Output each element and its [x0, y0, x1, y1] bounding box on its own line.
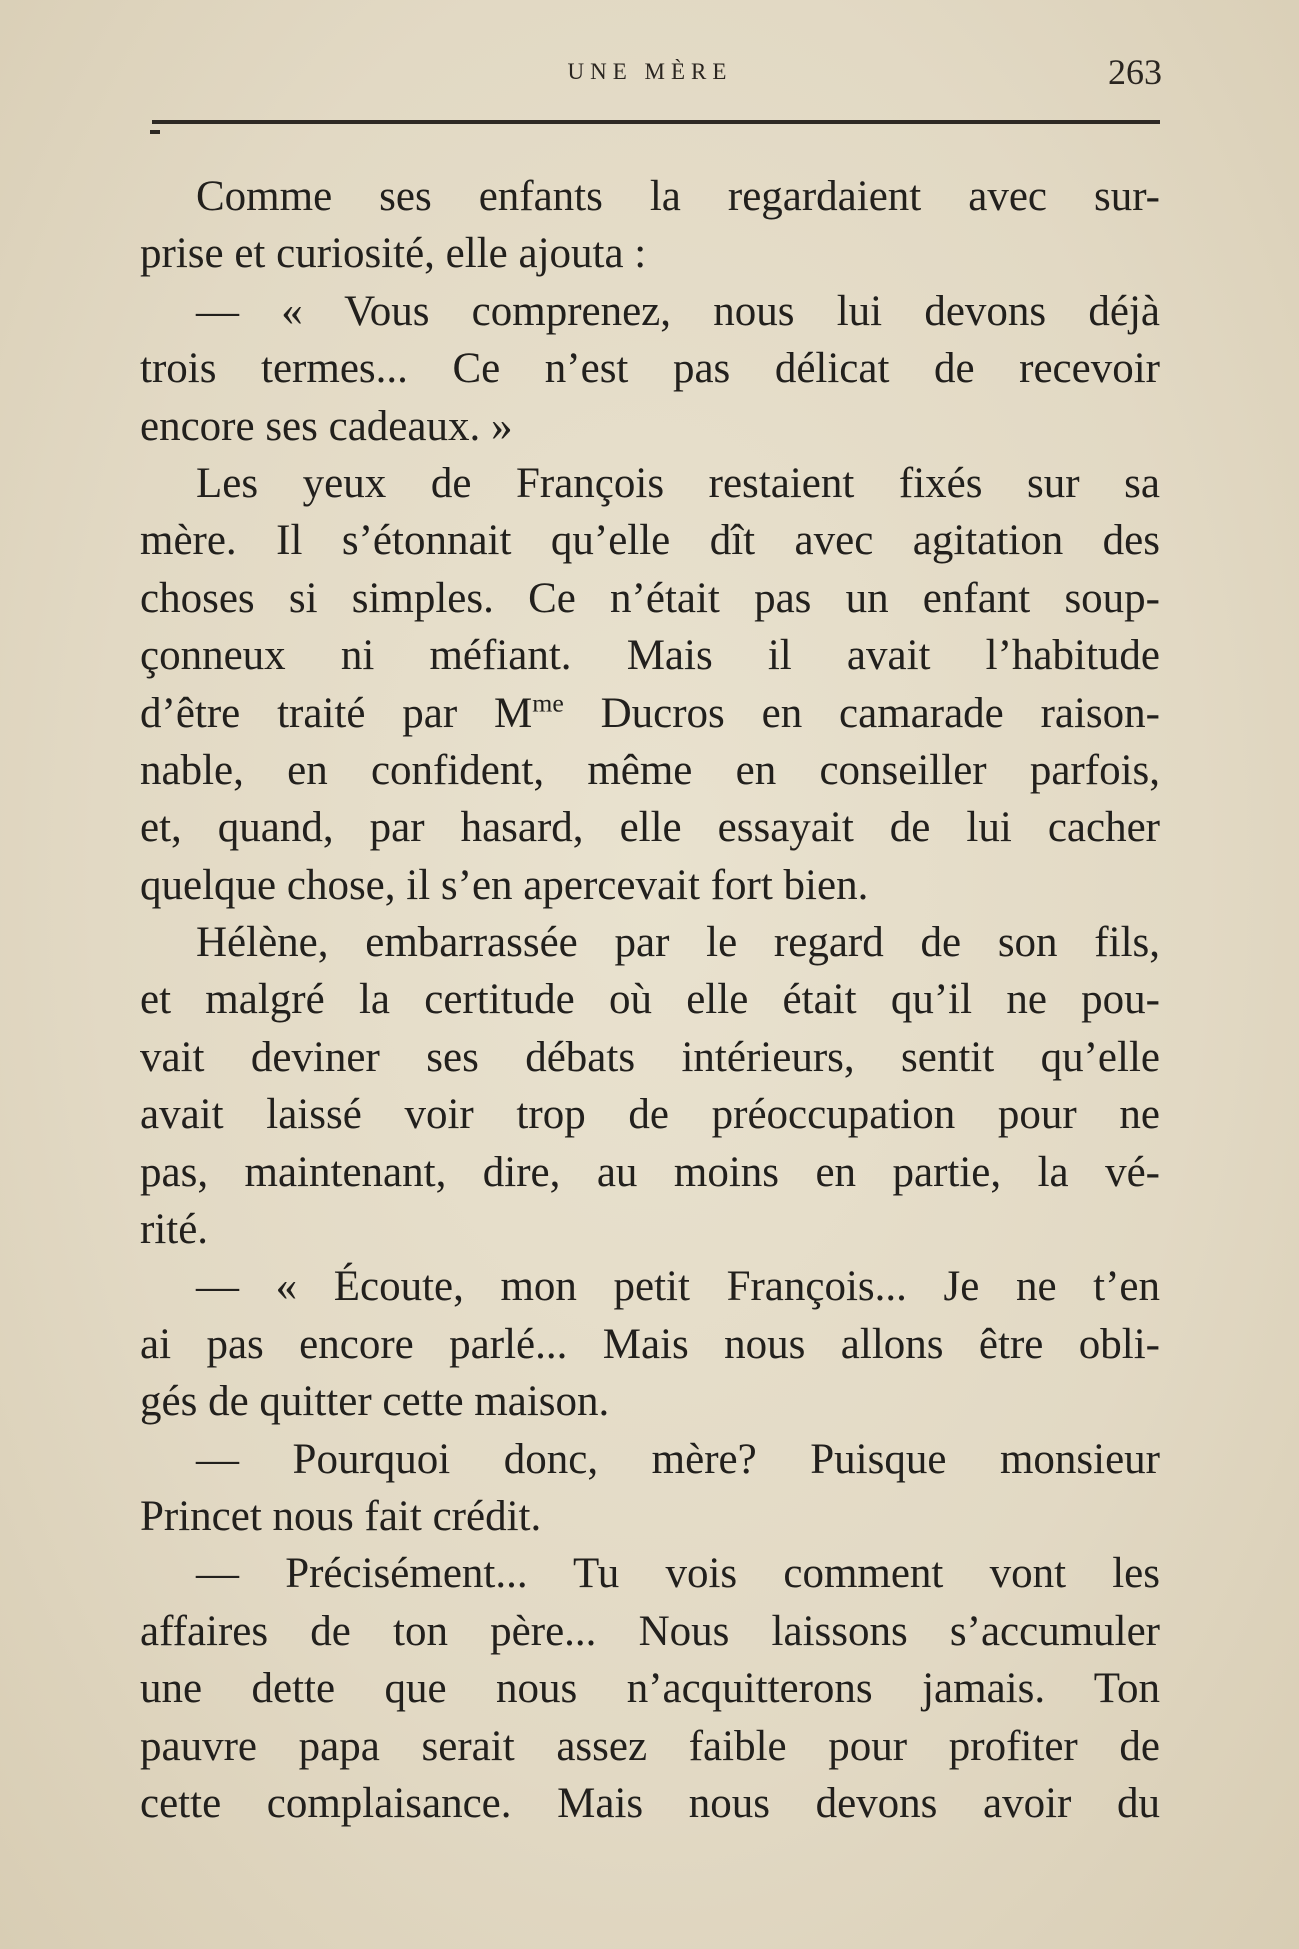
text-line: pauvre papa serait assez faible pour profiter de — [140, 1722, 1160, 1770]
header-rule — [152, 120, 1160, 124]
running-title: UNE MÈRE — [567, 59, 733, 84]
text-line: encore ses cadeaux. » — [140, 402, 513, 450]
text-line: et malgré la certitude où elle était qu’il ne pou- — [140, 976, 1160, 1024]
page-number: 263 — [1108, 52, 1162, 92]
text-line: pas, maintenant, dire, au moins en partie, la vé- — [140, 1148, 1160, 1196]
text-line: — Précisément... Tu vois comment vont les — [196, 1550, 1160, 1598]
text-line: Les yeux de François restaient fixés sur sa — [196, 459, 1160, 507]
text-line: mère. Il s’étonnait qu’elle dît avec agitation des — [140, 517, 1160, 565]
text-line: et, quand, par hasard, elle essayait de lui cacher — [140, 804, 1160, 852]
text-line: affaires de ton père... Nous laissons s’accumuler — [140, 1607, 1160, 1655]
superscript: me — [532, 688, 564, 718]
text-line: Hélène, embarrassée par le regard de son fils, — [196, 919, 1160, 967]
text-line: choses si simples. Ce n’était pas un enfant soup- — [140, 574, 1160, 622]
running-head — [0, 52, 1299, 95]
text-line: Comme ses enfants la regardaient avec sur- — [196, 173, 1160, 220]
header-rule-mark — [150, 130, 160, 134]
text-line: çonneux ni méfiant. Mais il avait l’habitude — [140, 632, 1160, 680]
text-line: gés de quitter cette maison. — [140, 1378, 610, 1426]
text-line: Princet nous fait crédit. — [140, 1492, 542, 1540]
text-line: — « Écoute, mon petit François... Je ne t’en — [196, 1263, 1160, 1311]
text-line: ai pas encore parlé... Mais nous allons être obli- — [140, 1320, 1160, 1368]
text-line: nable, en confident, même en conseiller parfois, — [140, 746, 1160, 794]
text-line: — Pourquoi donc, mère? Puisque monsieur — [196, 1435, 1160, 1483]
text-line: rité. — [140, 1206, 209, 1254]
text-line: vait deviner ses débats intérieurs, sentit qu’elle — [140, 1033, 1160, 1081]
text-line: d’être traité par $M^{me}$ Ducros en camarade raison- — [140, 688, 1160, 737]
text-line: cette complaisance. Mais nous devons avoir du — [140, 1779, 1160, 1827]
text-line: prise et curiosité, elle ajouta : — [140, 230, 647, 278]
text-line: — « Vous comprenez, nous lui devons déjà — [196, 287, 1160, 335]
text-line: quelque chose, il s’en apercevait fort bien. — [140, 861, 869, 909]
text-line: avait laissé voir trop de préoccupation pour ne — [140, 1091, 1160, 1139]
text-line: trois termes... Ce n’est pas délicat de recevoir — [140, 345, 1160, 393]
text-line: une dette que nous n’acquitterons jamais. Ton — [140, 1665, 1160, 1713]
body-text — [140, 168, 1160, 1832]
